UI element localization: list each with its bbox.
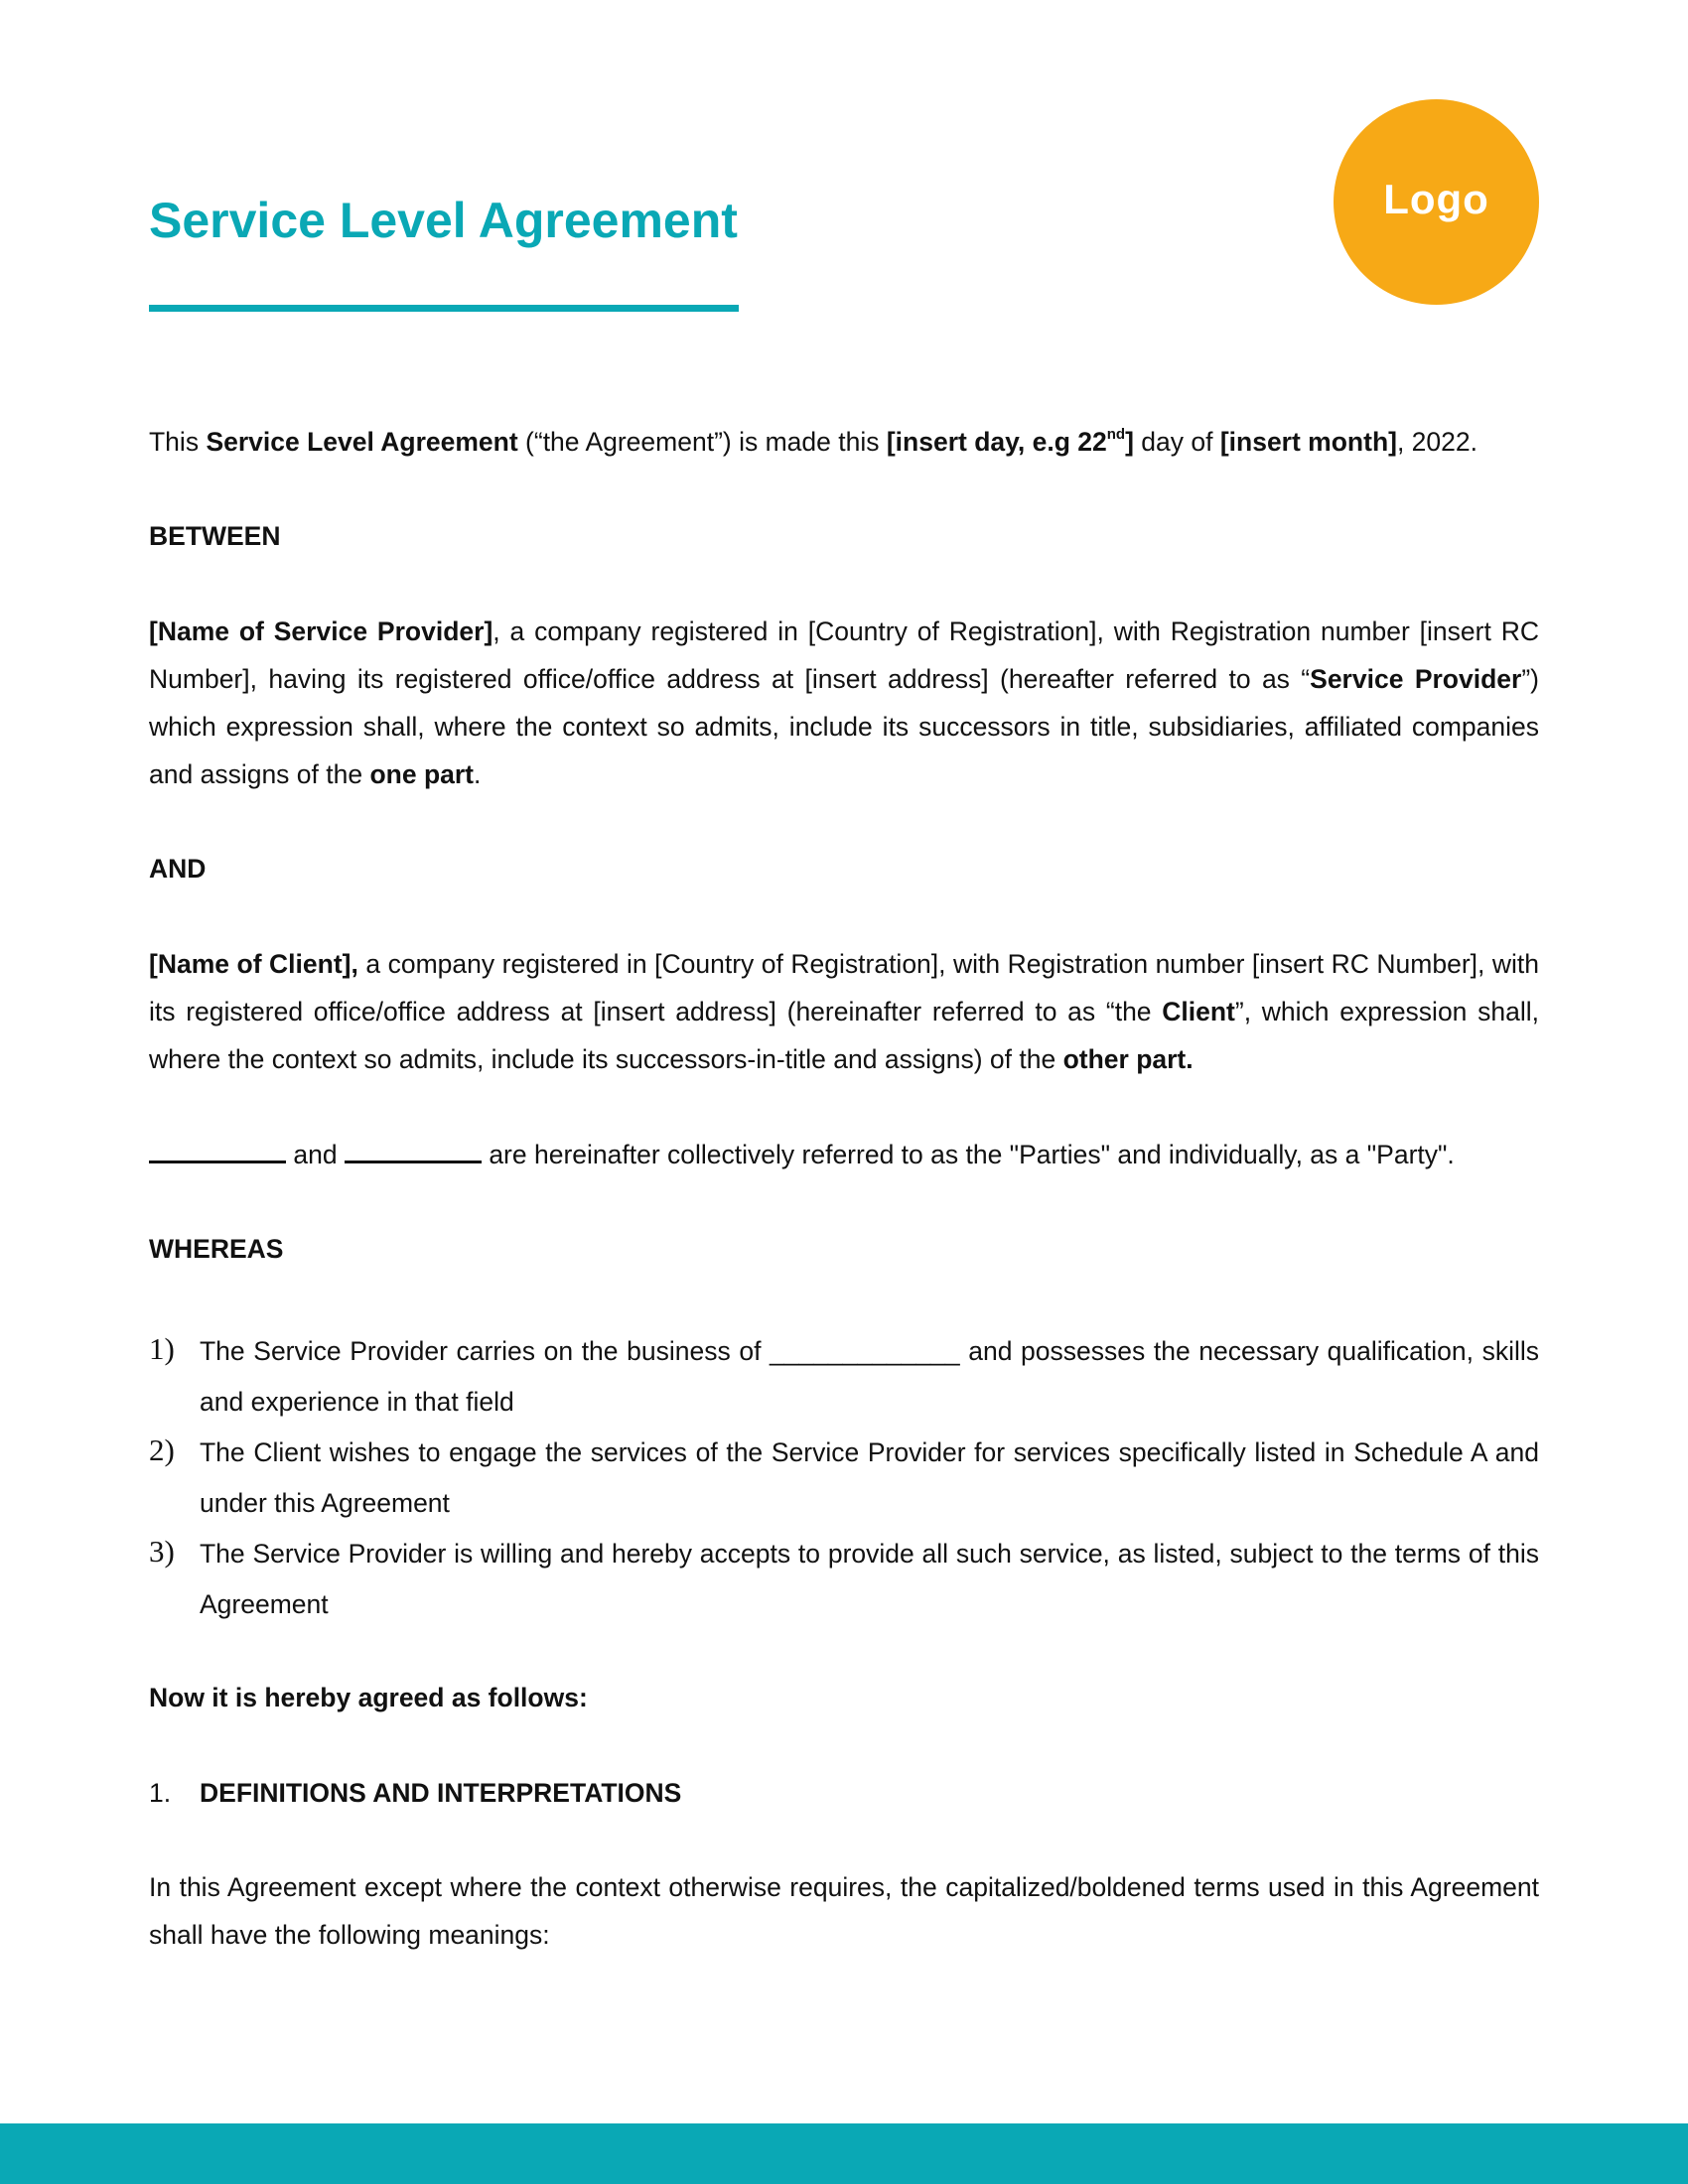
item-number: 1): [149, 1331, 175, 1366]
provider-name: [Name of Service Provider]: [149, 616, 493, 646]
whereas-heading: WHEREAS: [149, 1234, 284, 1264]
blank-line: [149, 1137, 286, 1163]
day-placeholder: [insert day, e.g 22nd]: [886, 426, 1134, 457]
whereas-item: [149, 1428, 1539, 1529]
item-number: 3): [149, 1534, 175, 1569]
intro-paragraph: This Service Level Agreement (“the Agreement”) is made this [insert day, e.g 22nd] day of [insert month], 2022.: [149, 426, 1477, 457]
blank-line: [345, 1137, 482, 1163]
logo: [1334, 99, 1539, 305]
whereas-item: [149, 1529, 1539, 1630]
parties-paragraph: and are hereinafter collectively referred to as the "Parties" and individually, as a "Party".: [149, 1131, 1539, 1178]
and-heading: AND: [149, 854, 207, 884]
document-title: Service Level Agreement: [149, 193, 738, 248]
title-underline: [149, 305, 739, 312]
whereas-item: [149, 1326, 1539, 1428]
item-number: 2): [149, 1433, 175, 1467]
definitions-intro: In this Agreement except where the context otherwise requires, the capitalized/boldened terms used in this Agreement shall have the following meanings:: [149, 1872, 1539, 1950]
agreed-heading: Now it is hereby agreed as follows:: [149, 1683, 588, 1712]
client-paragraph: [Name of Client], a company registered in [Country of Registration], with Registration number [insert RC Number], with its registered office/office address at [insert address] (hereinafter referred to as “the Client”, which expression shall, where the context so admits, include its successors-in-title and assigns) of the other part.: [149, 949, 1539, 1074]
section-number: 1.: [149, 1778, 172, 1808]
footer-bar: [0, 2123, 1688, 2184]
agreement-name: Service Level Agreement: [206, 427, 518, 457]
item-text: The Service Provider carries on the business of _____________ and possesses the necessary qualification, skills and experience in that field: [200, 1336, 1539, 1417]
logo-text: Logo: [1383, 175, 1489, 222]
section-heading: [149, 1769, 681, 1817]
section-title: DEFINITIONS AND INTERPRETATIONS: [200, 1778, 682, 1808]
item-text: The Service Provider is willing and hereby accepts to provide all such service, as listed, subject to the terms of this Agreement: [200, 1539, 1539, 1619]
item-text: The Client wishes to engage the services of the Service Provider for services specifically listed in Schedule A and under this Agreement: [200, 1437, 1539, 1518]
between-heading: BETWEEN: [149, 521, 281, 551]
month-placeholder: [insert month]: [1219, 427, 1397, 457]
client-name: [Name of Client],: [149, 949, 358, 979]
service-provider-paragraph: [Name of Service Provider], a company registered in [Country of Registration], with Registration number [insert RC Number], having its registered office/office address at [insert address] (hereafter referred to as “Service Provider”) which expression shall, where the context so admits, include its successors in title, subsidiaries, affiliated companies and assigns of the one part.: [149, 616, 1539, 789]
